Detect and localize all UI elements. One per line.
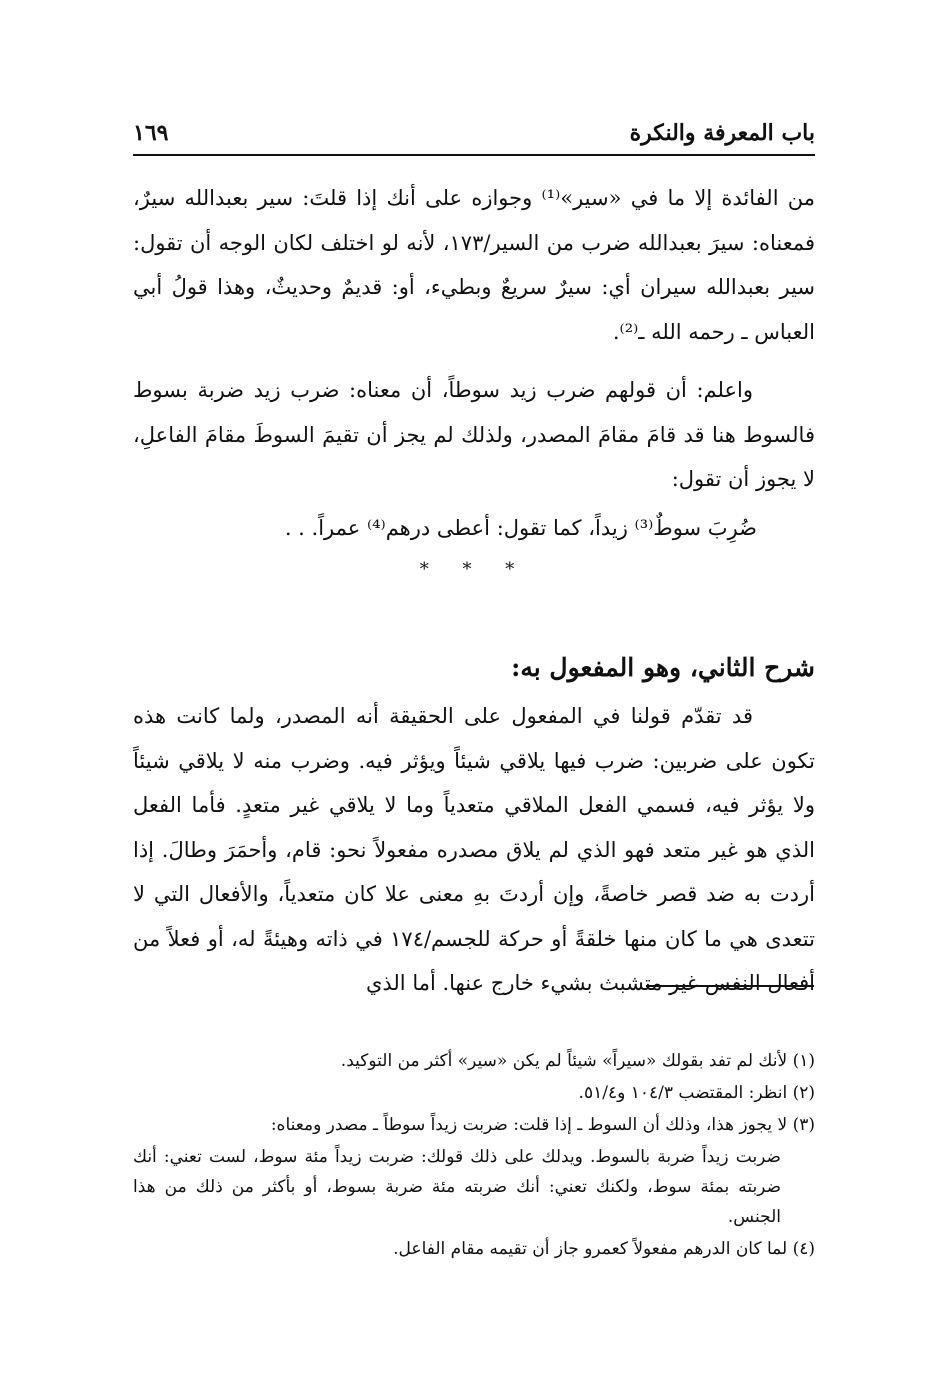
running-header (133, 114, 815, 156)
footnote-3: (٣) لا يجوز هذا، وذلك أن السوط ـ إذا قلت: ضربت زيداً سوطاً ـ مصدر ومعناه: (270, 1115, 815, 1135)
footnote-divider (646, 985, 814, 987)
footnotes (133, 1046, 815, 1266)
footnote-4: (٤) لما كان الدرهم مفعولاً كعمرو جاز أن تقيمه مقام الفاعل. (393, 1239, 815, 1259)
paragraph-1: من الفائدة إلا ما في «سير»⁽¹⁾ وجوازه على أنك إذا قلتَ: سير بعبدالله سيرٌ، فمعناه: سيرَ بعبدالله ضرب من السير/١٧٣، لأنه لو اختلف لكان الوجه أن تقول: سير بعبدالله سيران أي: سيرٌ سريعٌ وبطيء، أو: قديمٌ وحديثٌ، وهذا قولُ أبي العباس ـ رحمه الله ـ⁽²⁾. (133, 186, 816, 344)
example-sentence: ضُرِبَ سوطٌ⁽³⁾ زيداً، كما تقول: أعطى درهم⁽⁴⁾ عمراً. . . (284, 515, 757, 540)
section-heading: شرح الثاني، وهو المفعول به: (511, 653, 815, 682)
main-text (133, 176, 815, 1006)
footnote-3-continuation: ضربت زيداً ضربة بالسوط. ويدلك على ذلك قولك: ضربت زيداً مئة سوط، لست تعني: أنك ضربته بمئة سوط، ولكنك تعني: أنك ضربته مئة ضربة بسوط، أو بأكثر من ذلك من هذا الجنس. (133, 1147, 781, 1227)
footnote-1: (١) لأنك لم تفد بقولك «سيراً» شيئاً لم يكن «سير» أكثر من التوكيد. (340, 1051, 815, 1071)
section-separator: * * * (419, 559, 529, 580)
paragraph-3: قد تقدّم قولنا في المفعول على الحقيقة أنه المصدر، ولما كانت هذه تكون على ضربين: ضرب فيها يلاقي شيئاً ويؤثر فيه. وضرب منه لا يلاقي شيئاً ولا يؤثر فيه، فسمي الفعل الملاقي متعدياً وما لا يلاقي غير متعدٍ. فأما الفعل الذي هو غير متعد فهو الذي لم يلاق مصدره مفعولاً نحو: قام، وأحمَرَ وطالَ. إذا أردت به ضد قصر خاصةً، وإن أردتَ بهِ معنى علا كان متعدياً، والأفعال التي لا تتعدى هي ما كان منها خلقةً أو حركة للجسم/١٧٤ في ذاته وهيئةً له، أو فعلاً من أفعال النفس غير متشبث بشيء خارج عنها. أما الذي (133, 704, 815, 995)
paragraph-2: واعلم: أن قولهم ضرب زيد سوطاً، أن معناه: ضرب زيد ضربة بسوط فالسوط هنا قد قامَ مقامَ المصدر، ولذلك لم يجز أن تقيمَ السوطَ مقامَ الفاعلِ، لا يجوز أن تقول: (133, 378, 815, 491)
chapter-title: باب المعرفة والنكرة (629, 120, 815, 146)
page-number: ١٦٩ (133, 120, 169, 146)
footnote-2: (٢) انظر: المقتضب ١٠٤/٣ و٥١/٤. (578, 1083, 815, 1103)
